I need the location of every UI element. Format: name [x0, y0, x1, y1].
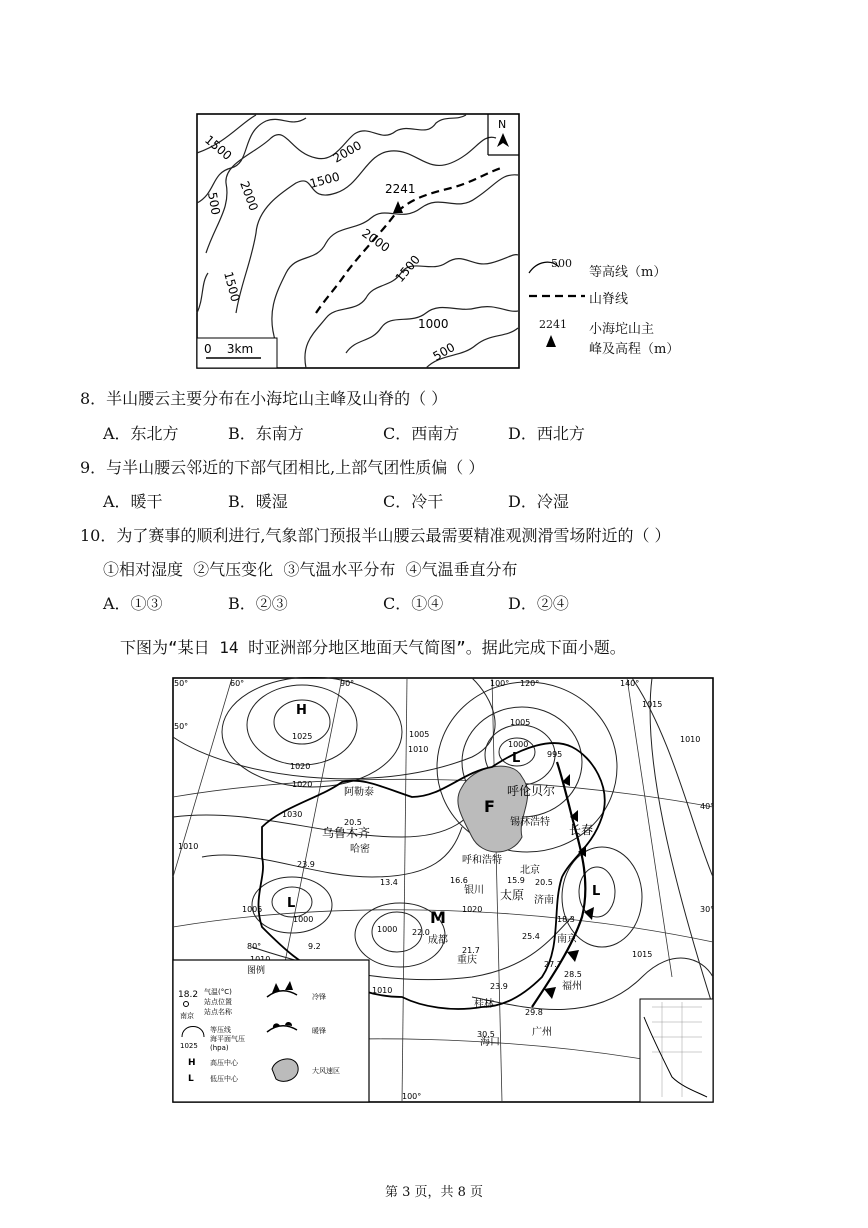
isobar-label: 1010 — [680, 735, 701, 744]
peak-label: 2241 — [385, 182, 416, 196]
question-9-option-d: D．冷湿 — [508, 492, 569, 511]
legend-peak-text-1: 小海坨山主 — [589, 322, 655, 337]
longitude-label: 60° — [230, 679, 245, 688]
question-8-stem: 8．半山腰云主要分布在小海坨山主峰及山脊的（ ） — [80, 389, 448, 408]
topo-legend — [525, 255, 725, 365]
question-10-option-b: B．②③ — [228, 594, 288, 613]
legend-station-name: 站点名称 — [204, 1008, 232, 1016]
contour-label: 1500 — [221, 270, 243, 304]
isobar-label: 995 — [547, 750, 563, 759]
city-label: 福州 — [562, 981, 582, 992]
contour-label: 2000 — [359, 225, 393, 255]
legend-title: 图例 — [247, 966, 266, 976]
question-8-option-a: A．东北方 — [103, 424, 179, 443]
isobar-label: 1000 — [293, 915, 314, 924]
weather-map-legend — [173, 960, 369, 1102]
city-label: 桂林 — [474, 999, 494, 1010]
isobar-label: 1005 — [242, 905, 263, 914]
temp-label: 16.6 — [450, 876, 468, 885]
isobar-label: 1025 — [292, 732, 313, 741]
temp-label: 21.7 — [462, 946, 480, 955]
legend-peak-value: 2241 — [539, 318, 567, 331]
city-label: 呼和浩特 — [462, 855, 502, 866]
intro-text: 下图为“某日 14 时亚洲部分地区地面天气简图”。据此完成下面小题。 — [120, 638, 626, 657]
legend-warm-front: 暖锋 — [312, 1027, 326, 1035]
temp-label: 27.7 — [544, 960, 562, 969]
isobar-label: 1010 — [372, 986, 393, 995]
page-footer: 第 3 页，共 8 页 — [384, 1185, 484, 1200]
point-m-label: M — [430, 908, 446, 927]
south-china-sea-inset — [640, 999, 713, 1102]
longitude-label: 140° — [620, 679, 640, 688]
temp-label: 29.8 — [525, 1008, 543, 1017]
temp-label: 13.4 — [380, 878, 398, 887]
isobar-label: 1005 — [510, 718, 531, 727]
contour-label: 500 — [205, 191, 223, 217]
question-10-stem: 10．为了赛事的顺利进行,气象部门预报半山腰云最需要精准观测滑雪场附近的（ ） — [80, 526, 671, 545]
question-8-option-b: B．东南方 — [228, 424, 304, 443]
temp-label: 23.9 — [297, 860, 315, 869]
city-label: 北京 — [520, 865, 540, 876]
north-label: N — [498, 118, 507, 131]
legend-isobar-text-1: 等压线 — [210, 1026, 231, 1034]
contour-label: 1500 — [392, 252, 423, 285]
weather-map — [172, 677, 714, 1103]
legend-contour-text: 等高线（m） — [589, 265, 667, 280]
isobar-label: 1020 — [292, 780, 313, 789]
legend-l-text: 低压中心 — [210, 1075, 238, 1083]
city-label: 重庆 — [457, 955, 477, 966]
legend-gale-area: 大风速区 — [312, 1067, 340, 1075]
isobar-label: 1005 — [409, 730, 430, 739]
question-9-stem: 9．与半山腰云邻近的下部气团相比,上部气团性质偏（ ） — [80, 458, 485, 477]
temp-label: 28.5 — [564, 970, 582, 979]
question-10-option-d: D．②④ — [508, 594, 569, 613]
city-label: 阿勒泰 — [344, 787, 374, 798]
question-8-option-c: C．西南方 — [383, 424, 460, 443]
legend-temp-text: 气温(°C) — [204, 988, 232, 996]
question-10-option-c: C．①④ — [383, 594, 444, 613]
longitude-label: 120° — [520, 679, 540, 688]
contour-label: 2000 — [330, 138, 364, 166]
point-f-label: F — [484, 797, 495, 816]
temp-label: 20.5 — [344, 818, 362, 827]
isobar-label: 1020 — [462, 905, 483, 914]
temp-label: 15.9 — [507, 876, 525, 885]
isobar-label: 1000 — [508, 740, 529, 749]
legend-l-symbol: L — [188, 1074, 194, 1084]
question-8-option-d: D．西北方 — [508, 424, 585, 443]
topo-legend-symbols — [525, 255, 585, 365]
longitude-label: 90° — [340, 679, 355, 688]
city-label: 锡林浩特 — [510, 817, 550, 828]
city-label: 哈密 — [350, 844, 370, 855]
high-pressure-label: H — [296, 703, 307, 718]
legend-isobar-unit: (hpa) — [210, 1044, 229, 1052]
longitude-label: 100° — [490, 679, 510, 688]
legend-h-text: 高压中心 — [210, 1059, 238, 1067]
latitude-label: 50° — [174, 722, 189, 731]
temp-label: 9.2 — [308, 942, 321, 951]
question-10-option-a: A．①③ — [103, 594, 163, 613]
city-label: 济南 — [534, 895, 554, 906]
city-label: 太原 — [500, 888, 525, 902]
city-label: 成都 — [428, 935, 448, 946]
legend-h-symbol: H — [188, 1058, 196, 1068]
question-9-option-a: A．暖干 — [103, 492, 163, 511]
isobar-label: 1000 — [377, 925, 398, 934]
contour-label: 500 — [430, 340, 458, 364]
latitude-label: 40° — [700, 802, 714, 811]
legend-ridge-text: 山脊线 — [589, 292, 629, 307]
city-label: 长春 — [569, 823, 594, 837]
isobar-label: 1015 — [632, 950, 653, 959]
low-pressure-label: L — [287, 896, 296, 911]
temp-label: 23.9 — [490, 982, 508, 991]
low-pressure-label: L — [512, 751, 521, 766]
isobar-label: 1010 — [178, 842, 199, 851]
contour-label: 1000 — [418, 317, 449, 331]
longitude-label: 50° — [174, 679, 189, 688]
city-label: 广州 — [532, 1027, 552, 1038]
city-label: 海口 — [480, 1037, 500, 1048]
longitude-label: 100° — [402, 1092, 422, 1101]
legend-contour-value: 500 — [551, 257, 572, 270]
contour-label: 2000 — [237, 179, 261, 213]
isobar-label: 1020 — [290, 762, 311, 771]
latitude-label: 30° — [700, 905, 714, 914]
low-pressure-label: L — [592, 884, 601, 899]
contour-label: 1500 — [308, 169, 342, 191]
legend-temp-sample: 18.2 — [178, 990, 199, 1000]
city-label: 乌鲁木齐 — [322, 826, 371, 840]
scale-bar — [197, 338, 277, 368]
temp-label: 22.0 — [412, 928, 430, 937]
temp-label: 30.5 — [477, 1030, 495, 1039]
question-9-option-c: C．冷干 — [383, 492, 444, 511]
city-label: 南京 — [557, 934, 577, 945]
city-label: 银川 — [464, 885, 484, 896]
legend-peak-text-2: 峰及高程（m） — [589, 342, 680, 357]
legend-station-name-sample: 南京 — [180, 1012, 194, 1020]
isobar-label: 1010 — [408, 745, 429, 754]
isobar-label: 1015 — [642, 700, 663, 709]
temp-label: 20.5 — [535, 878, 553, 887]
temp-label: 18.3 — [557, 915, 575, 924]
contour-label: 1500 — [202, 132, 235, 163]
scale-text: 0 3km — [204, 342, 254, 356]
temp-label: 25.4 — [522, 932, 540, 941]
legend-isobar-value: 1025 — [180, 1042, 198, 1050]
longitude-label: 80° — [247, 942, 262, 951]
legend-isobar-text-2: 海平面气压 — [210, 1035, 245, 1043]
isobar-label: 1030 — [282, 810, 303, 819]
topographic-map — [196, 113, 520, 369]
question-9-option-b: B．暖湿 — [228, 492, 288, 511]
legend-cold-front: 冷锋 — [312, 993, 326, 1001]
city-label: 呼伦贝尔 — [507, 784, 556, 798]
legend-station-pos: 站点位置 — [204, 998, 232, 1006]
question-10-items: ①相对湿度 ②气压变化 ③气温水平分布 ④气温垂直分布 — [103, 560, 518, 579]
